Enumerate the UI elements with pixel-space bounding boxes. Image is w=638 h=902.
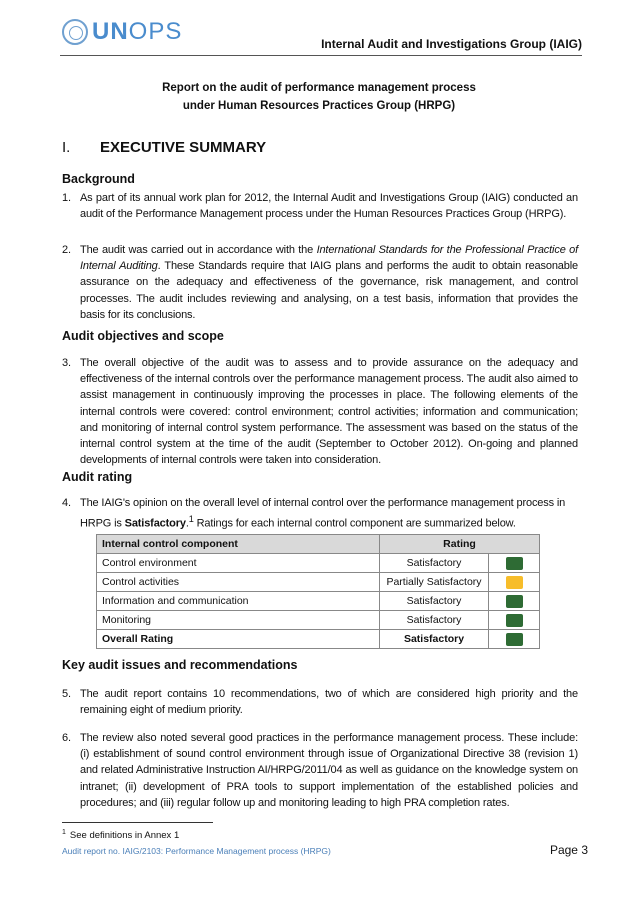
heading-key-issues: Key audit issues and recommendations [62, 658, 298, 672]
rating-table [96, 534, 540, 649]
cell-swatch [489, 554, 540, 573]
para-number: 5. [62, 688, 71, 700]
paragraph-5 [62, 686, 578, 718]
cell-rating: Satisfactory [380, 630, 489, 649]
footnote-number: 1 [62, 829, 66, 836]
heading-audit-rating: Audit rating [62, 470, 133, 484]
cell-swatch [489, 592, 540, 611]
table-row [97, 554, 540, 573]
unops-logo [62, 18, 182, 46]
para-text: The review also noted several good practices in the performance management process. These include: (i) establishment of sound control environment through issue of Organizational Directive 38 (revision 1) and related Administrative Instruction AI/HRPG/2011/04 as well as guidance on the knowledge system on intranet; (ii) development of PRA tools to support implementation of the established policies and procedures; and (iii) regular follow up and monitoring leading to high PRA completion rates. [80, 732, 578, 809]
heading-background: Background [62, 172, 135, 186]
para-text: The IAIG's opinion on the overall level of internal control over the performance management process in HRPG is Satisfactory.$^1$ Ratings for each internal control component are summarized below. [80, 497, 566, 530]
section-number: I. [62, 139, 71, 156]
page-number: Page 3 [549, 843, 588, 857]
un-emblem-icon [62, 19, 88, 45]
logo-text: UNOPS [92, 18, 183, 45]
rating-color-swatch [506, 633, 523, 646]
para-number: 4. [62, 497, 71, 509]
heading-objectives: Audit objectives and scope [62, 329, 224, 343]
footnote-text: See definitions in Annex 1 [69, 830, 180, 842]
cell-swatch [489, 611, 540, 630]
title-line-1: Report on the audit of performance management process [162, 82, 476, 94]
table-row [97, 592, 540, 611]
table-row [97, 611, 540, 630]
footnote [62, 829, 179, 841]
para-number: 3. [62, 357, 71, 369]
paragraph-2 [62, 242, 578, 323]
title-line-2: under Human Resources Practices Group (HRPG) [182, 100, 456, 112]
para-number: 1. [62, 192, 71, 204]
para-text: The audit was carried out in accordance with the International Standards for the Professional Practice of Internal Auditing. These Standards require that IAIG plans and performs the audit to obtain reasonable assurance on the adequacy and effectiveness of the governance, risk management, and control processes. The audit includes reviewing and analysing, on a test basis, information that provides the basis for its conclusions. [80, 244, 578, 321]
cell-component: Overall Rating [97, 630, 380, 649]
para-number: 6. [62, 732, 71, 744]
report-title [0, 79, 638, 115]
cell-swatch [489, 630, 540, 649]
rating-color-swatch [506, 614, 523, 627]
cell-rating: Satisfactory [380, 611, 489, 630]
para-number: 2. [62, 244, 71, 256]
section-title: EXECUTIVE SUMMARY [100, 139, 267, 156]
cell-component: Control activities [97, 573, 380, 592]
section-heading [62, 139, 266, 156]
footnote-ref: 1 [188, 514, 194, 525]
cell-swatch [489, 573, 540, 592]
cell-component: Control environment [97, 554, 380, 573]
table-row [97, 573, 540, 592]
footer-report-ref: Audit report no. IAIG/2103: Performance Management process (HRPG) [62, 846, 331, 856]
para-text: The audit report contains 10 recommendations, two of which are considered high priority and the remaining eight of medium priority. [80, 688, 578, 717]
paragraph-1 [62, 190, 578, 222]
rating-color-swatch [506, 557, 523, 570]
header-group-name: Internal Audit and Investigations Group (IAIG) [321, 37, 582, 51]
cell-component: Information and communication [97, 592, 380, 611]
footnote-divider [62, 822, 213, 823]
rating-color-swatch [506, 576, 523, 589]
paragraph-4 [62, 495, 578, 532]
table-row-overall [97, 630, 540, 649]
para-text: As part of its annual work plan for 2012, the Internal Audit and Investigations Group (IAIG) conducted an audit of the Performance Management process under the Human Resources Practices Group (HRPG). [80, 192, 578, 221]
rating-color-swatch [506, 595, 523, 608]
table-header [97, 535, 540, 554]
cell-rating: Satisfactory [380, 592, 489, 611]
cell-rating: Partially Satisfactory [380, 573, 489, 592]
header-divider [60, 55, 582, 56]
cell-component: Monitoring [97, 611, 380, 630]
paragraph-6 [62, 730, 578, 811]
header-component: Internal control component [97, 535, 380, 554]
para-text: The overall objective of the audit was to assess and to provide assurance on the adequacy and effectiveness of the internal controls over the performance management process. The audit also aimed to assist management in continuously improving the processes in place. The following elements of the internal controls were covered: control environment; control activities; information and communication; and monitoring of internal control system performance. The assessment was based on the status of the internal control system at the time of the audit (September to October 2012). On-going and planned developments of internal controls were taken into consideration. [80, 357, 578, 467]
cell-rating: Satisfactory [380, 554, 489, 573]
header-rating: Rating [380, 535, 540, 554]
paragraph-3 [62, 355, 578, 468]
